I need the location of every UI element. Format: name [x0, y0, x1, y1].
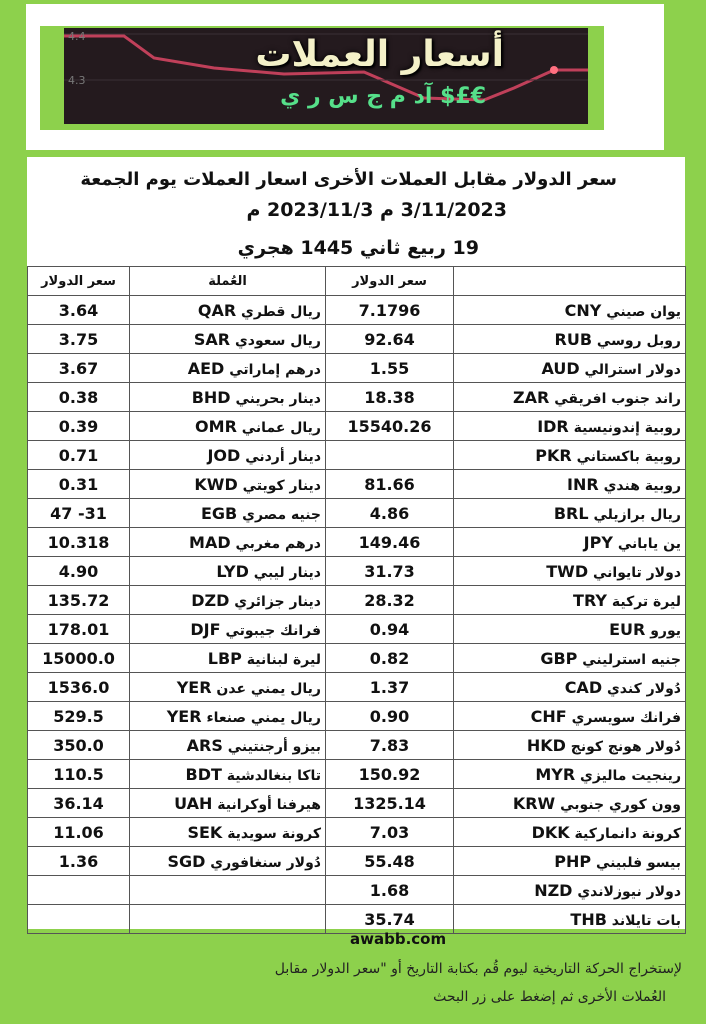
right-price-cell: 1325.14: [326, 789, 454, 818]
right-currency-cell: [454, 818, 686, 847]
right-price-cell: 4.86: [326, 499, 454, 528]
right-currency-name: راند جنوب افريقي: [554, 390, 681, 407]
right-price-cell: 7.1796: [326, 296, 454, 325]
right-currency-name: روبية إندونيسية: [573, 419, 681, 436]
right-currency-name: دُولار هونج كونج: [570, 738, 681, 755]
left-currency-cell: [130, 528, 326, 557]
left-price-cell: 47 -31: [28, 499, 130, 528]
right-currency-cell: [454, 760, 686, 789]
right-price-cell: 0.94: [326, 615, 454, 644]
banner-tick-mid: 4.3: [68, 74, 86, 87]
left-currency-name: دُولار سنغافوري: [210, 854, 321, 871]
right-price-cell: 7.83: [326, 731, 454, 760]
right-currency-cell: [454, 499, 686, 528]
table-row: [28, 615, 686, 644]
banner-image: [64, 28, 588, 124]
left-price-cell: 11.06: [28, 818, 130, 847]
right-currency-code: HKD: [526, 735, 566, 755]
right-currency-code: TRY: [573, 590, 607, 610]
left-currency-cell: [130, 470, 326, 499]
header-date: 3/11/2023 م 2023/11/3 م: [246, 199, 507, 221]
right-currency-name: ين ياباني: [617, 535, 681, 552]
table-row: [28, 876, 686, 905]
right-currency-code: PHP: [554, 851, 592, 871]
left-currency-name: ليرة لبنانية: [246, 651, 321, 668]
banner-subtitle: €£$ آد م ج س ر ي: [280, 84, 486, 109]
right-price-cell: 55.48: [326, 847, 454, 876]
left-price-cell: 110.5: [28, 760, 130, 789]
table-row: [28, 818, 686, 847]
right-currency-name: روبية باكستاني: [576, 448, 681, 465]
right-currency-name: جنيه استرليني: [582, 651, 681, 668]
left-currency-cell: [130, 615, 326, 644]
left-currency-name: ريال عماني: [241, 419, 321, 436]
left-price-cell: 4.90: [28, 557, 130, 586]
left-currency-cell: [130, 586, 326, 615]
right-currency-code: EUR: [609, 619, 646, 639]
right-currency-code: PKR: [535, 445, 572, 465]
left-price-cell: 36.14: [28, 789, 130, 818]
right-currency-cell: [454, 557, 686, 586]
right-currency-cell: [454, 470, 686, 499]
table-row: [28, 499, 686, 528]
right-price-cell: 28.32: [326, 586, 454, 615]
left-currency-name: درهم مغربي: [235, 535, 321, 552]
left-price-cell: 178.01: [28, 615, 130, 644]
left-currency-cell: [130, 441, 326, 470]
left-price-cell: 0.71: [28, 441, 130, 470]
right-currency-name: ريال برازيلي: [593, 506, 681, 523]
left-currency-cell: [130, 702, 326, 731]
right-currency-cell: [454, 441, 686, 470]
right-currency-cell: [454, 644, 686, 673]
table-row: [28, 354, 686, 383]
right-currency-cell: [454, 847, 686, 876]
left-price-cell: 0.39: [28, 412, 130, 441]
right-currency-name: يوان صيني: [606, 303, 681, 320]
table-row: [28, 760, 686, 789]
right-currency-cell: [454, 412, 686, 441]
right-currency-name: رينجيت ماليزي: [580, 767, 681, 784]
left-currency-cell: [130, 499, 326, 528]
right-currency-code: MYR: [535, 764, 576, 784]
left-currency-name: ريال قطري: [241, 303, 321, 320]
table-row: [28, 586, 686, 615]
left-currency-code: BDT: [185, 764, 222, 784]
left-price-cell: [28, 905, 130, 934]
right-price-cell: 31.73: [326, 557, 454, 586]
right-currency-cell: [454, 789, 686, 818]
table-row: [28, 673, 686, 702]
right-currency-cell: [454, 702, 686, 731]
left-price-cell: 529.5: [28, 702, 130, 731]
left-currency-cell: [130, 789, 326, 818]
left-price-cell: 1.36: [28, 847, 130, 876]
left-currency-cell: [130, 412, 326, 441]
left-currency-code: SGD: [167, 851, 206, 871]
left-price-cell: 15000.0: [28, 644, 130, 673]
right-currency-code: TWD: [546, 561, 589, 581]
left-currency-cell: [130, 731, 326, 760]
right-currency-cell: [454, 296, 686, 325]
rates-table: [27, 266, 686, 934]
left-currency-name: دينار كويتي: [242, 477, 321, 494]
left-currency-name: دينار جزائري: [234, 593, 321, 610]
left-currency-name: دينار ليبي: [253, 564, 321, 581]
left-currency-cell: [130, 325, 326, 354]
right-currency-code: THB: [570, 909, 607, 929]
left-price-cell: 3.67: [28, 354, 130, 383]
site-link[interactable]: awabb.com: [350, 930, 447, 948]
left-currency-cell: [130, 644, 326, 673]
right-currency-cell: [454, 905, 686, 934]
banner: [40, 26, 604, 130]
left-price-cell: [28, 876, 130, 905]
banner-tick-top: 4.4: [68, 30, 86, 43]
right-currency-code: ZAR: [513, 387, 550, 407]
left-currency-cell: [130, 847, 326, 876]
right-currency-name: دولار استرالي: [584, 361, 681, 378]
left-currency-code: YER: [166, 706, 202, 726]
right-currency-name: كرونة دانماركية: [574, 825, 681, 842]
right-price-cell: 0.82: [326, 644, 454, 673]
right-currency-name: وون كوري جنوبي: [560, 796, 681, 813]
right-currency-cell: [454, 731, 686, 760]
left-currency-name: ريال سعودي: [234, 332, 321, 349]
left-currency-code: AED: [187, 358, 225, 378]
right-currency-code: DKK: [531, 822, 570, 842]
left-currency-name: ريال يمني عدن: [216, 680, 321, 697]
right-currency-cell: [454, 586, 686, 615]
left-currency-name: ريال يمني صنعاء: [206, 709, 321, 726]
left-currency-code: LYD: [216, 561, 249, 581]
right-currency-cell: [454, 528, 686, 557]
left-currency-cell: [130, 905, 326, 934]
left-price-cell: 3.64: [28, 296, 130, 325]
footer-note-2: العُملات الأخرى ثم إضغط على زر البحث: [433, 989, 666, 1005]
left-currency-name: هيرفنا أوكرانية: [217, 796, 321, 813]
left-currency-code: LBP: [207, 648, 242, 668]
right-currency-name: ليرة تركية: [611, 593, 681, 610]
right-currency-cell: [454, 354, 686, 383]
left-currency-code: YER: [176, 677, 212, 697]
right-price-cell: [326, 441, 454, 470]
right-currency-code: CNY: [564, 300, 602, 320]
right-currency-cell: [454, 876, 686, 905]
right-currency-code: JPY: [583, 532, 613, 552]
left-currency-cell: [130, 818, 326, 847]
right-price-cell: 35.74: [326, 905, 454, 934]
col-header-currency-right: [454, 267, 686, 296]
left-currency-code: SEK: [187, 822, 223, 842]
right-price-cell: 15540.26: [326, 412, 454, 441]
right-currency-code: CAD: [564, 677, 603, 697]
table-row: [28, 789, 686, 818]
table-row: [28, 296, 686, 325]
left-currency-name: تاكا بنغالدشية: [226, 767, 321, 784]
left-currency-code: QAR: [197, 300, 237, 320]
left-currency-code: BHD: [191, 387, 231, 407]
footer-note-1: لإستخراج الحركة التاريخية ليوم قُم بكتابة التاريخ أو "سعر الدولار مقابل: [274, 961, 682, 977]
left-price-cell: 350.0: [28, 731, 130, 760]
table-row: [28, 528, 686, 557]
right-currency-code: RUB: [554, 329, 593, 349]
right-currency-code: CHF: [530, 706, 567, 726]
right-currency-name: دولار نيوزلاندي: [577, 883, 681, 900]
left-currency-code: EGB: [200, 503, 238, 523]
left-currency-code: JOD: [207, 445, 241, 465]
left-price-cell: 0.31: [28, 470, 130, 499]
left-currency-name: بيزو أرجنتيني: [227, 738, 321, 755]
right-currency-name: فرانك سويسري: [571, 709, 681, 726]
col-header-price-right: سعر الدولار: [326, 267, 454, 296]
left-currency-cell: [130, 876, 326, 905]
right-currency-name: دولار تايواني: [592, 564, 681, 581]
right-currency-name: روبية هندي: [603, 477, 681, 494]
right-price-cell: 81.66: [326, 470, 454, 499]
right-currency-name: بات تايلاند: [611, 912, 681, 929]
left-currency-cell: [130, 760, 326, 789]
left-currency-code: MAD: [189, 532, 231, 552]
left-currency-code: SAR: [193, 329, 231, 349]
right-currency-code: NZD: [534, 880, 573, 900]
left-currency-cell: [130, 354, 326, 383]
table-row: [28, 412, 686, 441]
left-price-cell: 1536.0: [28, 673, 130, 702]
right-currency-code: KRW: [512, 793, 556, 813]
left-currency-cell: [130, 296, 326, 325]
rates-card: [27, 157, 685, 929]
left-currency-cell: [130, 383, 326, 412]
right-currency-cell: [454, 383, 686, 412]
right-currency-cell: [454, 325, 686, 354]
right-currency-code: BRL: [553, 503, 589, 523]
right-currency-code: GBP: [540, 648, 578, 668]
right-price-cell: 92.64: [326, 325, 454, 354]
right-currency-name: بيسو فلبيني: [595, 854, 681, 871]
right-price-cell: 7.03: [326, 818, 454, 847]
table-header-row: [28, 267, 686, 296]
left-currency-code: KWD: [194, 474, 238, 494]
left-price-cell: 10.318: [28, 528, 130, 557]
left-currency-name: دينار أردني: [245, 448, 321, 465]
left-currency-code: OMR: [195, 416, 237, 436]
right-currency-code: INR: [567, 474, 599, 494]
left-currency-code: DJF: [190, 619, 221, 639]
left-currency-name: دينار بحريني: [235, 390, 321, 407]
right-currency-code: AUD: [541, 358, 580, 378]
right-currency-name: يورو: [650, 622, 681, 639]
table-row: [28, 325, 686, 354]
left-currency-code: ARS: [186, 735, 223, 755]
right-currency-cell: [454, 673, 686, 702]
col-header-price-left: سعر الدولار: [28, 267, 130, 296]
table-row: [28, 847, 686, 876]
col-header-currency: العُملة: [130, 267, 326, 296]
left-currency-code: DZD: [191, 590, 230, 610]
header-line-1: سعر الدولار مقابل العملات الأخرى اسعار العملات يوم الجمعة: [80, 169, 617, 190]
table-row: [28, 470, 686, 499]
right-price-cell: 18.38: [326, 383, 454, 412]
right-price-cell: 1.68: [326, 876, 454, 905]
right-currency-name: دُولار كندي: [606, 680, 681, 697]
banner-frame: [26, 4, 664, 150]
left-currency-name: فرانك جيبوتي: [225, 622, 321, 639]
left-currency-code: UAH: [174, 793, 213, 813]
table-row: [28, 702, 686, 731]
left-currency-name: درهم إماراتي: [229, 361, 321, 378]
right-price-cell: 149.46: [326, 528, 454, 557]
table-row: [28, 731, 686, 760]
left-currency-name: جنيه مصري: [242, 506, 321, 523]
left-currency-cell: [130, 557, 326, 586]
header-hijri-date: 19 ربيع ثاني 1445 هجري: [237, 237, 479, 259]
left-price-cell: 3.75: [28, 325, 130, 354]
right-price-cell: 150.92: [326, 760, 454, 789]
left-currency-name: كرونة سويدية: [227, 825, 321, 842]
table-row: [28, 383, 686, 412]
table-row: [28, 441, 686, 470]
table-row: [28, 644, 686, 673]
right-currency-name: روبل روسي: [596, 332, 681, 349]
left-price-cell: 135.72: [28, 586, 130, 615]
right-currency-code: IDR: [537, 416, 569, 436]
left-currency-cell: [130, 673, 326, 702]
table-row: [28, 557, 686, 586]
right-price-cell: 1.55: [326, 354, 454, 383]
right-price-cell: 1.37: [326, 673, 454, 702]
right-currency-cell: [454, 615, 686, 644]
right-price-cell: 0.90: [326, 702, 454, 731]
banner-title: أسعار العملات: [255, 34, 504, 75]
left-price-cell: 0.38: [28, 383, 130, 412]
